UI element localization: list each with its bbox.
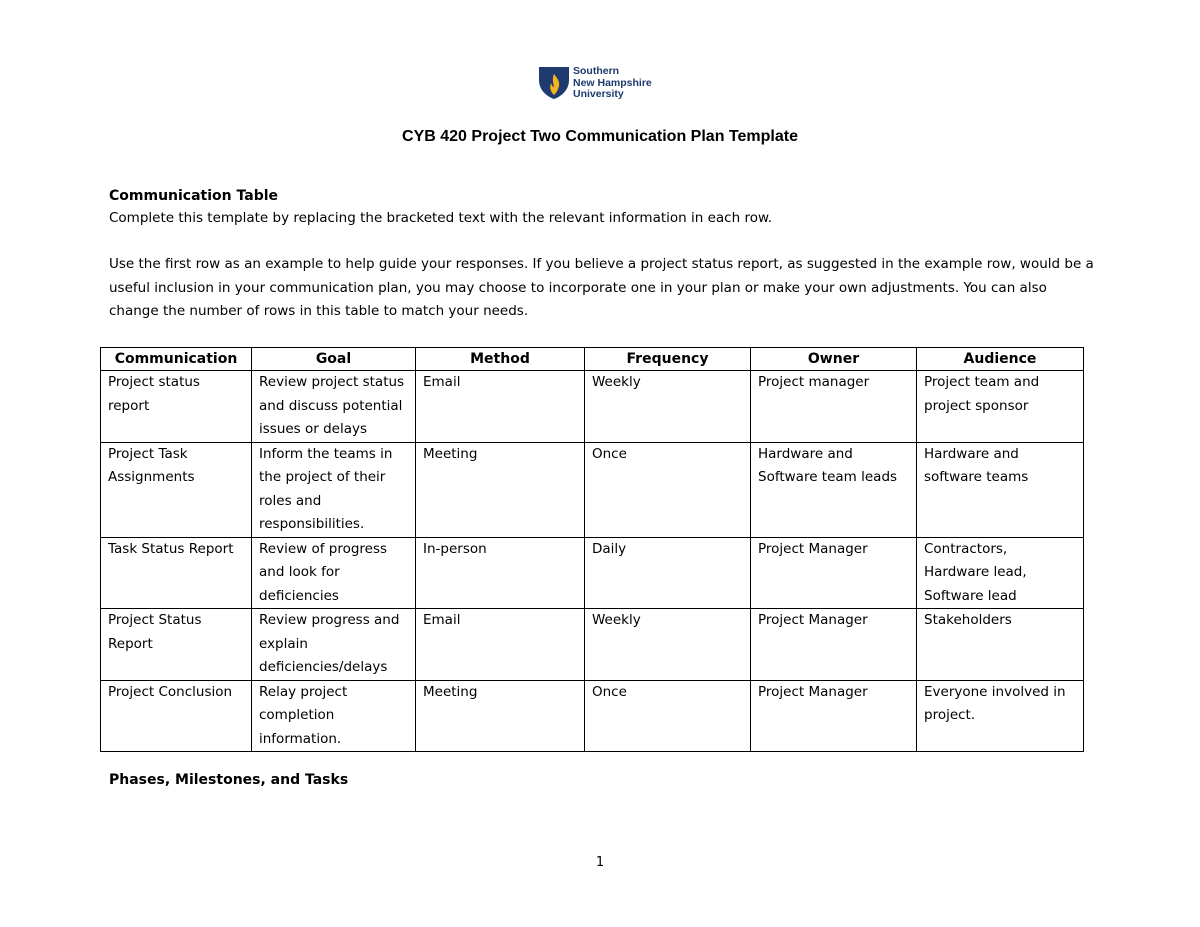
table-cell: Stakeholders <box>917 609 1084 681</box>
flame-shield-icon <box>538 66 570 100</box>
phases-heading: Phases, Milestones, and Tasks <box>109 772 349 788</box>
header-audience: Audience <box>917 348 1084 371</box>
logo-wordmark <box>573 66 652 101</box>
table-cell: Weekly <box>585 371 751 443</box>
table-cell: Weekly <box>585 609 751 681</box>
table-cell: Email <box>416 609 585 681</box>
table-cell: Hardware and software teams <box>917 442 1084 537</box>
section-heading: Communication Table <box>109 188 279 204</box>
university-logo <box>538 66 652 101</box>
header-owner: Owner <box>751 348 917 371</box>
table-row <box>101 680 1084 752</box>
document-title: CYB 420 Project Two Communication Plan Template <box>402 128 798 145</box>
table-cell: Project manager <box>751 371 917 443</box>
table-row <box>101 442 1084 537</box>
table-cell: Project team and project sponsor <box>917 371 1084 443</box>
table-row <box>101 537 1084 609</box>
header-goal: Goal <box>252 348 416 371</box>
table-cell: Task Status Report <box>101 537 252 609</box>
table-cell: Email <box>416 371 585 443</box>
table-cell: Project Conclusion <box>101 680 252 752</box>
table-cell: Project Manager <box>751 680 917 752</box>
table-cell: Everyone involved in project. <box>917 680 1084 752</box>
header-frequency: Frequency <box>585 348 751 371</box>
table-cell: Daily <box>585 537 751 609</box>
communication-table <box>100 347 1084 752</box>
table-row <box>101 609 1084 681</box>
table-cell: In-person <box>416 537 585 609</box>
table-header-row <box>101 348 1084 371</box>
table-cell: Inform the teams in the project of their roles and responsibilities. <box>252 442 416 537</box>
header-communication: Communication <box>101 348 252 371</box>
table-cell: Contractors, Hardware lead, Software lead <box>917 537 1084 609</box>
table-cell: Meeting <box>416 442 585 537</box>
instruction-paragraph-2: Use the first row as an example to help guide your responses. If you believe a project status report, as suggested in the example row, would be a useful inclusion in your communication plan, you may choose to incorporate one in your plan or make your own adjustments. You can also change the number of rows in this table to match your needs. <box>109 256 1094 319</box>
table-cell: Project Manager <box>751 609 917 681</box>
table-cell: Review of progress and look for deficiencies <box>252 537 416 609</box>
table-cell: Meeting <box>416 680 585 752</box>
table-cell: Project Task Assignments <box>101 442 252 537</box>
table-cell: Once <box>585 442 751 537</box>
table-cell: Project status report <box>101 371 252 443</box>
table-cell: Project Status Report <box>101 609 252 681</box>
page-number: 1 <box>595 855 605 870</box>
table-cell: Hardware and Software team leads <box>751 442 917 537</box>
table-cell: Project Manager <box>751 537 917 609</box>
instruction-paragraph-1: Complete this template by replacing the bracketed text with the relevant information in each row. <box>109 210 773 226</box>
table-row <box>101 371 1084 443</box>
logo-line-3: University <box>573 88 624 100</box>
table-cell: Relay project completion information. <box>252 680 416 752</box>
logo-line-2: New Hampshire <box>573 76 652 89</box>
logo-line-1: Southern <box>573 65 620 77</box>
header-method: Method <box>416 348 585 371</box>
table-cell: Review project status and discuss potential issues or delays <box>252 371 416 443</box>
table-cell: Once <box>585 680 751 752</box>
table-cell: Review progress and explain deficiencies/delays <box>252 609 416 681</box>
